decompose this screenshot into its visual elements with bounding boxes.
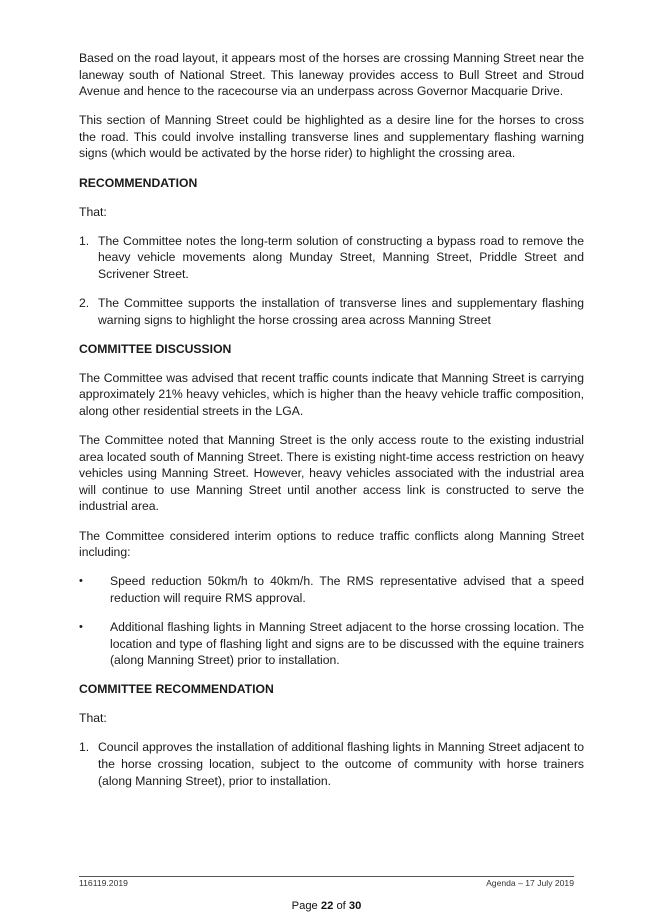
list-item	[79, 739, 584, 789]
list-item-text: Additional flashing lights in Manning Street adjacent to the horse crossing location. The location and type of flashing light and signs are to be discussed with the equine trainers (along Manning Street) prior to installation.	[110, 619, 584, 668]
paragraph-road-layout: Based on the road layout, it appears most of the horses are crossing Manning Street near the laneway south of National Street. This laneway provides access to Bull Street and Stroud Avenue and hence to the racecourse via an underpass across Governor Macquarie Drive.	[79, 51, 584, 99]
interim-options-list	[79, 573, 584, 668]
list-item	[79, 295, 584, 328]
paragraph-desire-line: This section of Manning Street could be highlighted as a desire line for the horses to cross the road. This could involve installing transverse lines and supplementary flashing warning signs (which would be activated by the horse rider) to highlight the crossing area.	[79, 113, 584, 161]
document-reference: 116119.2019	[79, 878, 128, 888]
page-of: of	[333, 900, 349, 912]
paragraph-traffic-counts: The Committee was advised that recent traffic counts indicate that Manning Street is carrying approximately 21% heavy vehicles, which is higher than the heavy vehicle traffic composition, along other residential streets in the LGA.	[79, 370, 584, 418]
list-marker: 2.	[79, 296, 90, 311]
list-item	[79, 573, 584, 606]
page-total: 30	[348, 900, 362, 912]
bullet-icon: •	[79, 620, 83, 633]
bullet-icon: •	[79, 575, 83, 588]
recommendation-list	[79, 233, 584, 328]
list-marker: 1.	[79, 233, 90, 248]
list-item-text: Council approves the installation of additional flashing lights in Manning Street adjacent to the horse crossing location, subject to the outcome of community with horse trainers (along Manning Street), prior to installation.	[98, 740, 584, 788]
list-item-text: The Committee notes the long-term solution of constructing a bypass road to remove the heavy vehicle movements along Munday Street, Manning Street, Priddle Street and Scrivener Street.	[98, 233, 584, 281]
committee-discussion-heading: COMMITTEE DISCUSSION	[79, 341, 232, 356]
paragraph-access-route: The Committee noted that Manning Street is the only access route to the existing industrial area located south of Manning Street. There is existing night-time access restriction on heavy vehicles using Manning Street. However, heavy vehicles associated with the industrial area will continue to use Manning Street until another access link is constructed to serve the industrial area.	[79, 433, 584, 514]
list-item	[79, 619, 584, 669]
page-current: 22	[320, 900, 334, 912]
list-item-text: The Committee supports the installation of transverse lines and supplementary flashing warning signs to highlight the horse crossing area across Manning Street	[98, 296, 584, 327]
committee-recommendation-list	[79, 739, 584, 789]
list-item	[79, 233, 584, 283]
recommendation-heading: RECOMMENDATION	[79, 175, 198, 190]
committee-recommendation-that: That:	[79, 711, 107, 726]
page-prefix: Page	[291, 900, 321, 912]
list-marker: 1.	[79, 740, 90, 755]
footer-divider	[79, 876, 574, 877]
page-number	[0, 900, 653, 912]
paragraph-interim-options: The Committee considered interim options to reduce traffic conflicts along Manning Street including:	[79, 528, 584, 560]
committee-recommendation-heading: COMMITTEE RECOMMENDATION	[79, 682, 274, 697]
agenda-date: Agenda – 17 July 2019	[486, 878, 574, 888]
document-body	[79, 50, 584, 802]
recommendation-that: That:	[79, 204, 107, 219]
list-item-text: Speed reduction 50km/h to 40km/h. The RMS representative advised that a speed reduction will require RMS approval.	[110, 574, 584, 605]
